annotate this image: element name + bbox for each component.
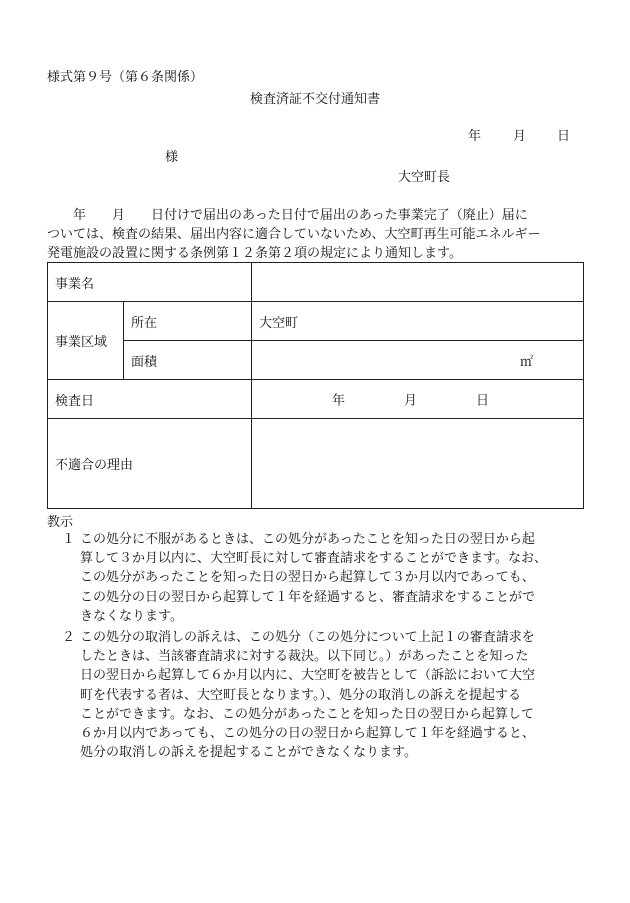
inspection-date-value: [252, 380, 584, 419]
note-line: したときは、当該審査請求に対する裁決。以下同じ。）があったことを知った: [80, 649, 529, 665]
project-area-label: 事業区域: [48, 302, 124, 380]
note-number: １: [62, 532, 76, 547]
note-line: ６か月以内であっても、この処分の日の翌日から起算して１年を経過すると、: [80, 726, 535, 742]
note-line: この処分に不服があるときは、この処分があったことを知った日の翌日から起: [80, 532, 535, 547]
addressee-suffix: 様: [165, 150, 179, 165]
document-title: 検査済証不交付通知書: [249, 92, 380, 107]
area-unit: ㎡: [520, 354, 534, 370]
note-line: 町を代表する者は、大空町長となります。）、処分の取消しの訴えを提起する: [80, 687, 521, 703]
form-number: 様式第９号（第６条関係）: [47, 70, 204, 85]
note-line: きなくなります。: [80, 608, 183, 624]
date-day-label: 日: [557, 129, 571, 144]
note-number: ２: [62, 630, 76, 645]
issuer-name: 大空町長: [398, 170, 451, 185]
date-year-label: 年: [468, 129, 482, 144]
notes-title: 教示: [47, 515, 74, 530]
project-name-label: 事業名: [48, 263, 252, 302]
note-item: [62, 628, 587, 762]
area-value: [252, 341, 584, 380]
note-line: この処分があったことを知った日の翌日から起算して３か月以内であっても、: [80, 570, 535, 586]
intro-line: ついては、検査の結果、届出内容に適合していないため、大空町再生可能エネルギー: [47, 227, 541, 242]
note-line: 算して３か月以内に、大空町長に対して審査請求をすることができます。なお、: [80, 551, 547, 567]
note-line: ことができます。なお、この処分があったことを知った日の翌日から起算して: [80, 706, 534, 722]
intro-line: 発電施設の設置に関する条例第１２条第２項の規定により通知します。: [47, 246, 462, 261]
inspection-date-label: 検査日: [48, 380, 252, 419]
note-line: 処分の取消しの訴えを提起することができなくなります。: [80, 745, 417, 761]
area-label: 面積: [124, 341, 252, 380]
note-item: [62, 530, 587, 626]
location-label: 所在: [124, 302, 252, 341]
notification-table: [47, 262, 584, 509]
intro-paragraph: [47, 206, 592, 263]
note-line: この処分の取消しの訴えは、この処分（この処分について上記１の審査請求を: [80, 630, 535, 645]
date-month-label: 月: [513, 129, 527, 144]
project-name-value: [252, 263, 584, 302]
reason-label: 不適合の理由: [48, 419, 252, 509]
note-line: この処分の日の翌日から起算して１年を経過すると、審査請求をすることがで: [80, 589, 536, 605]
inspection-day-label: 日: [476, 393, 490, 409]
reason-value: [252, 419, 584, 509]
inspection-month-label: 月: [404, 393, 418, 409]
inspection-year-label: 年: [332, 393, 346, 409]
note-line: 日の翌日から起算して６か月以内に、大空町を被告として（訴訟において大空: [80, 668, 536, 684]
intro-line: 年 月 日付けで届出のあった日付で届出のあった事業完了（廃止）届に: [47, 208, 528, 223]
location-value: 大空町: [252, 302, 584, 341]
